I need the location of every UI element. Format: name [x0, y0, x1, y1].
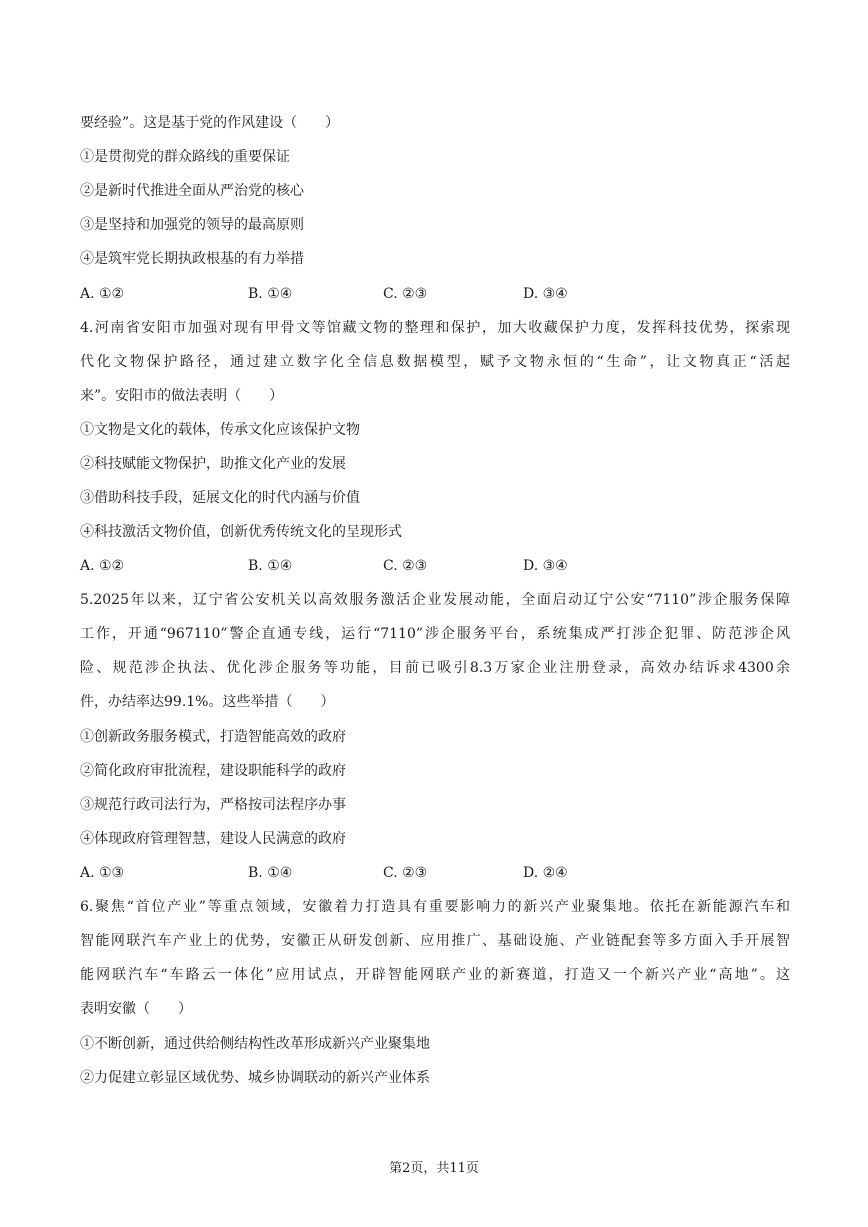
q4-statement-2: ②科技赋能文物保护，助推文化产业的发展 [80, 456, 346, 472]
q5-statement-4: ④体现政府管理智慧，建设人民满意的政府 [80, 831, 346, 847]
page-number: 第2页，共11页 [389, 1161, 479, 1176]
q6-statement-2: ②力促建立彰显区域优势、城乡协调联动的新兴产业体系 [80, 1070, 430, 1086]
q4-stem-line-3: 来”。安阳市的做法表明（ ） [80, 388, 284, 404]
q4-option-d: D. ③④ [523, 558, 568, 574]
q5-option-c: C. ②③ [383, 865, 428, 881]
q3-option-b: B. ①④ [248, 286, 293, 302]
q5-option-b: B. ①④ [248, 865, 293, 881]
q4-option-c: C. ②③ [383, 558, 428, 574]
q4-options [80, 556, 790, 576]
q4-option-b: B. ①④ [248, 558, 293, 574]
q3-option-c: C. ②③ [383, 286, 428, 302]
q5-stem-line-1: 5.2025年以来，辽宁省公安机关以高效服务激活企业发展动能，全面启动辽宁公安“7110”涉企服务保障 [80, 592, 790, 608]
q3-statement-1: ①是贯彻党的群众路线的重要保证 [80, 149, 290, 165]
q5-statement-2: ②简化政府审批流程，建设职能科学的政府 [80, 763, 346, 779]
q5-stem-line-4: 件，办结率达99.1%。这些举措（ ） [80, 694, 335, 710]
q6-stem-line-2: 智能网联汽车产业上的优势，安徽正从研发创新、应用推广、基础设施、产业链配套等多方面入手开展智 [80, 933, 790, 949]
q6-statement-1: ①不断创新，通过供给侧结构性改革形成新兴产业聚集地 [80, 1036, 430, 1052]
q5-statement-3: ③规范行政司法行为，严格按司法程序办事 [80, 797, 346, 813]
q6-stem-line-3: 能网联汽车“车路云一体化”应用试点，开辟智能网联产业的新赛道，打造又一个新兴产业“高地”。这 [80, 967, 790, 983]
q3-statement-4: ④是筑牢党长期执政根基的有力举措 [80, 251, 304, 267]
q3-statement-3: ③是坚持和加强党的领导的最高原则 [80, 217, 304, 233]
q3-option-a: A. ①② [80, 286, 125, 302]
q5-stem-line-2: 工作，开通“967110”警企直通专线，运行“7110”涉企服务平台，系统集成严打涉企犯罪、防范涉企风 [80, 626, 790, 642]
q3-stem-tail: 要经验”。这是基于党的作风建设（ ） [80, 115, 340, 131]
q4-stem-line-2: 代化文物保护路径，通过建立数字化全信息数据模型，赋予文物永恒的“生命”，让文物真正“活起 [80, 354, 790, 370]
q3-statement-2: ②是新时代推进全面从严治党的核心 [80, 183, 304, 199]
q5-option-a: A. ①③ [80, 865, 125, 881]
q4-option-a: A. ①② [80, 558, 125, 574]
q5-option-d: D. ②④ [523, 865, 568, 881]
q6-stem-line-4: 表明安徽（ ） [80, 1001, 192, 1017]
q6-stem-line-1: 6.聚焦“首位产业”等重点领域，安徽着力打造具有重要影响力的新兴产业聚集地。依托在新能源汽车和 [80, 899, 790, 915]
q4-stem-line-1: 4.河南省安阳市加强对现有甲骨文等馆藏文物的整理和保护，加大收藏保护力度，发挥科技优势，探索现 [80, 320, 790, 336]
q4-statement-1: ①文物是文化的载体，传承文化应该保护文物 [80, 422, 360, 438]
q3-option-d: D. ③④ [523, 286, 568, 302]
q3-options [80, 284, 790, 304]
q4-statement-3: ③借助科技手段，延展文化的时代内涵与价值 [80, 490, 360, 506]
q5-stem-line-3: 险、规范涉企执法、优化涉企服务等功能，目前已吸引8.3万家企业注册登录，高效办结诉求4300余 [80, 660, 790, 676]
q5-statement-1: ①创新政务服务模式，打造智能高效的政府 [80, 729, 346, 745]
q4-statement-4: ④科技激活文物价值，创新优秀传统文化的呈现形式 [80, 524, 402, 540]
q5-options [80, 863, 790, 883]
